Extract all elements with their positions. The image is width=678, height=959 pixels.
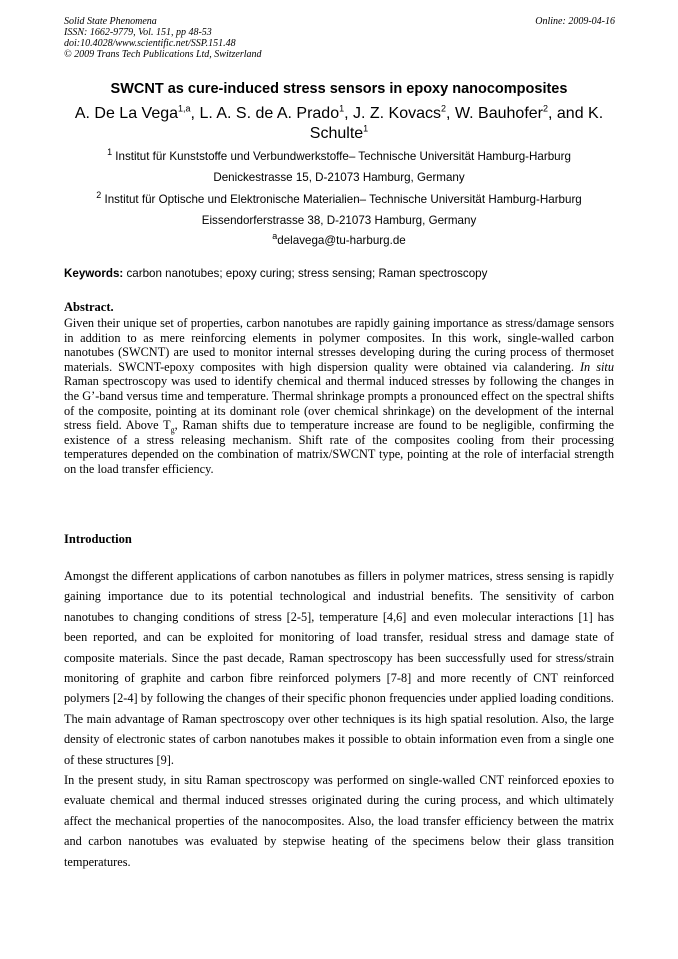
affiliation-mark: 1 <box>107 147 113 158</box>
keywords-label: Keywords: <box>64 267 124 280</box>
author-affiliation-mark: 2 <box>542 103 548 114</box>
author-affiliation-mark: 1 <box>363 123 369 134</box>
author-affiliation-mark: 1 <box>339 103 345 114</box>
author-name: A. De La Vega <box>74 105 179 122</box>
affiliation-1-address: Denickestrasse 15, D-21073 Hamburg, Germany <box>213 171 465 184</box>
affiliation-2-address: Eissendorferstrasse 38, D-21073 Hamburg, Germany <box>201 214 477 227</box>
online-date: Online: 2009-04-16 <box>535 16 615 27</box>
abstract-italic: In situ <box>579 359 614 374</box>
email-mark: a <box>272 231 278 242</box>
keywords <box>64 267 624 280</box>
abstract-text: , Raman shifts due to temperature increase are found to be negligible, confirming the existence of a stress releasing mechanism. Shift rate of the composites cooling from their processing temperatures depended on the combination of matrix/SWCNT type, pointing at the role of interfacial strength on the load transfer efficiency. <box>64 418 614 476</box>
journal-header <box>64 16 262 60</box>
author-name: , L. A. S. de A. Prado <box>190 105 340 122</box>
affiliation-institute: Institut für Kunststoffe und Verbundwerkstoffe– Technische Universität Hamburg-Harburg <box>112 150 571 163</box>
introduction-paragraph-2: In the present study, in situ Raman spectroscopy was performed on single-walled CNT reinforced epoxies to evaluate chemical and thermal induced stresses originated during the curing process, and which ultimately affect the mechanical properties of the nanocomposites. Also, the load transfer efficiency between the matrix and carbon nanotubes was evaluated by stepwise heating of the specimens below their glass transition temperatures. <box>64 773 614 869</box>
author-name: , J. Z. Kovacs <box>344 105 442 122</box>
author-affiliation-mark: 1,a <box>178 103 191 114</box>
abstract-text: Raman spectroscopy was used to identify chemical and thermal induced stresses by following the changes in the G’-band versus time and temperature. Thermal shrinkage prompts a pronounced effect on the spectral shifts of the composite, pointing at its dominant role (over chemical shrinkage) on the development of the internal stress field. Above T <box>64 374 614 433</box>
abstract-body <box>64 316 614 477</box>
introduction-heading: Introduction <box>64 532 132 546</box>
abstract-text: Given their unique set of properties, carbon nanotubes are rapidly gaining importance as stress/damage sensors in addition to as mere reinforcing elements in polymer composites. In this work, single-walled carbon nanotubes (SWCNT) are used to monitor internal stresses developing during the curing process of thermoset materials. SWCNT-epoxy composites with high dispersion quality were obtained via calandering. <box>64 316 614 374</box>
keywords-text: carbon nanotubes; epoxy curing; stress sensing; Raman spectroscopy <box>123 267 488 280</box>
abstract-heading: Abstract. <box>64 300 114 314</box>
affiliation-institute: Institut für Optische und Elektronische Materialien– Technische Universität Hamburg-Harburg <box>101 193 582 206</box>
author-name: , and K. Schulte <box>309 105 604 142</box>
author-name: , W. Bauhofer <box>446 105 543 122</box>
author-list <box>64 104 614 144</box>
introduction-paragraph-1: Amongst the different applications of carbon nanotubes as fillers in polymer matrices, stress sensing is rapidly gaining importance due to its potential technological and industrial benefits. The sensitivity of carbon nanotubes to changing conditions of stress [2-5], temperature [4,6] and even molecular interactions [1] has been reported, and can be exploited for monitoring of load transfer, residual stress and damage state of composite materials. Since the past decade, Raman spectroscopy has been successfully used for stress/strain monitoring of graphite and carbon fibre reinforced polymers [7-8] and more recently of CNT reinforced polymers [2-4] by following the changes of their specific phonon frequencies under applied loading conditions. The main advantage of Raman spectroscopy over other techniques is its high spatial resolution. Also, the large density of electronic states of carbon nanotubes makes it possible to obtain information even from a single one of these structures [9]. <box>64 569 614 767</box>
issn-line: ISSN: 1662-9779, Vol. 151, pp 48-53 <box>64 27 212 38</box>
journal-name: Solid State Phenomena <box>64 16 157 27</box>
doi-line: doi:10.4028/www.scientific.net/SSP.151.48 <box>64 38 236 49</box>
abstract-subscript: g <box>170 425 175 435</box>
author-affiliation-mark: 2 <box>441 103 447 114</box>
paper-title: SWCNT as cure-induced stress sensors in epoxy nanocomposites <box>110 81 568 97</box>
author-email <box>64 231 614 248</box>
affiliation-1 <box>64 147 614 164</box>
introduction-body <box>64 566 614 872</box>
email-address: delavega@tu-harburg.de <box>277 234 406 247</box>
affiliation-mark: 2 <box>96 190 102 201</box>
copyright-line: © 2009 Trans Tech Publications Ltd, Switzerland <box>64 49 262 60</box>
affiliation-2 <box>64 190 614 207</box>
